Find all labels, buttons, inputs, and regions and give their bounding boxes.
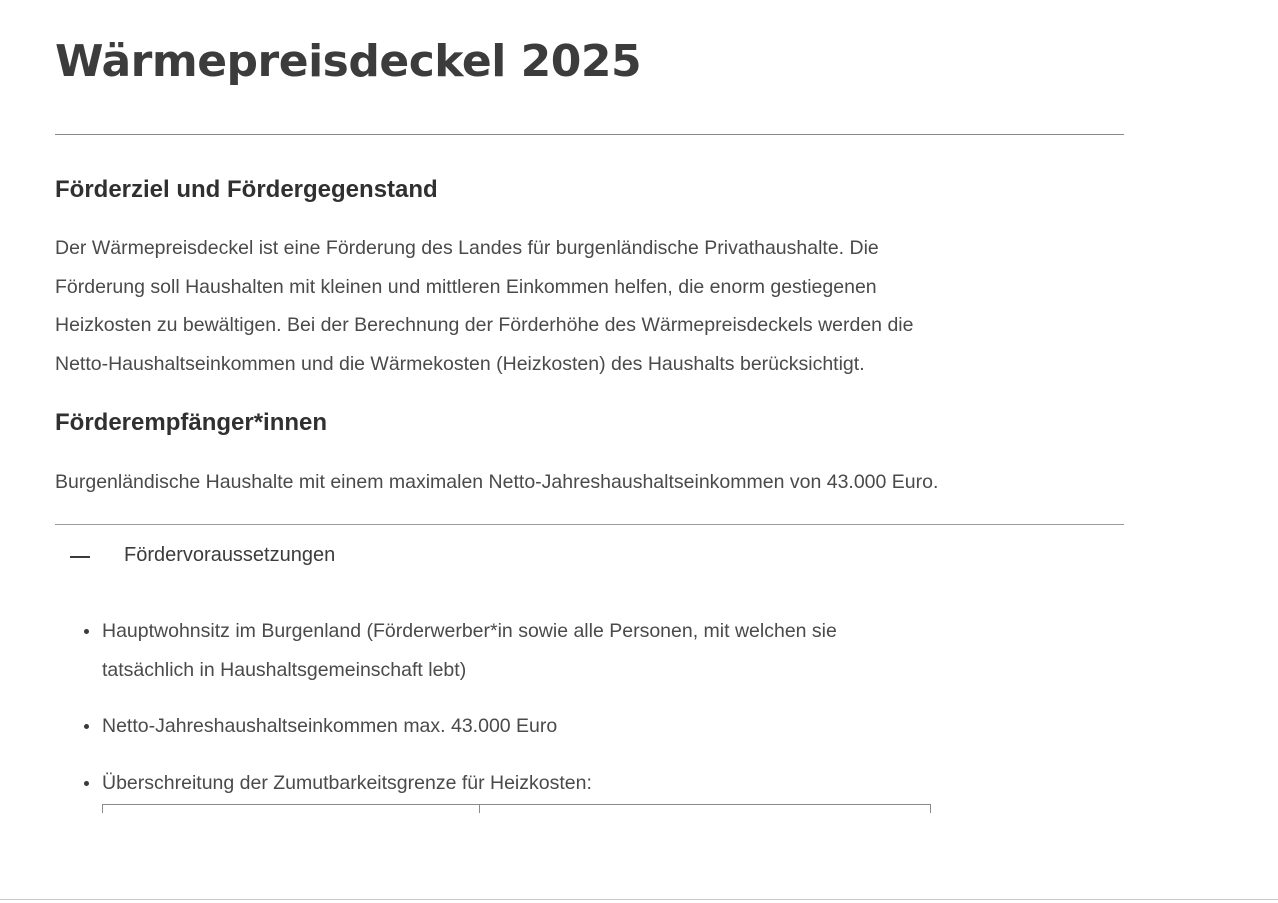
section-heading-foerderempfaenger: Förderempfänger*innen (55, 409, 328, 436)
text-line: tatsächlich in Haushaltsgemeinschaft lebt) (102, 658, 467, 681)
list-item (80, 764, 980, 803)
text-line: Netto-Haushaltseinkommen und die Wärmekosten (Heizkosten) des Haushalts berücksichtigt. (55, 352, 865, 375)
section-text-foerderempfaenger (55, 463, 1105, 502)
section-text-foerderziel (55, 229, 1105, 383)
text-line: Burgenländische Haushalte mit einem maximalen Netto-Jahreshaushaltseinkommen von 43.000 Euro. (55, 471, 939, 493)
text-line: Heizkosten zu bewältigen. Bei der Berechnung der Förderhöhe des Wärmepreisdeckels werden die (55, 314, 914, 336)
page-title: Wärmepreisdeckel 2025 (55, 36, 642, 87)
text-line: Förderung soll Haushalten mit kleinen und mittleren Einkommen helfen, die enorm gestiegenen (55, 275, 877, 298)
list-item (80, 707, 980, 746)
bullet-icon (84, 724, 89, 729)
accordion-divider (55, 524, 1124, 525)
page-edge (0, 899, 1278, 900)
section-heading-foerderziel: Förderziel und Fördergegenstand (55, 176, 438, 203)
text-line: Netto-Jahreshaushaltseinkommen max. 43.000 Euro (102, 715, 558, 737)
minus-icon[interactable] (70, 556, 90, 558)
text-line: Hauptwohnsitz im Burgenland (Förderwerber*in sowie alle Personen, mit welchen sie (102, 620, 837, 642)
text-line: Der Wärmepreisdeckel ist eine Förderung des Landes für burgenländische Privathaushalte. Die (55, 237, 879, 259)
heating-cost-table (102, 804, 931, 813)
bullet-icon (84, 781, 89, 786)
text-line: Überschreitung der Zumutbarkeitsgrenze für Heizkosten: (102, 771, 592, 794)
accordion-toggle-foerdervoraussetzungen[interactable] (55, 538, 1124, 578)
table-column-divider (479, 805, 480, 813)
requirements-list (80, 612, 980, 802)
title-divider (55, 134, 1124, 135)
bullet-icon (84, 629, 89, 634)
accordion-label[interactable]: Fördervoraussetzungen (124, 544, 336, 566)
list-item (80, 612, 980, 689)
